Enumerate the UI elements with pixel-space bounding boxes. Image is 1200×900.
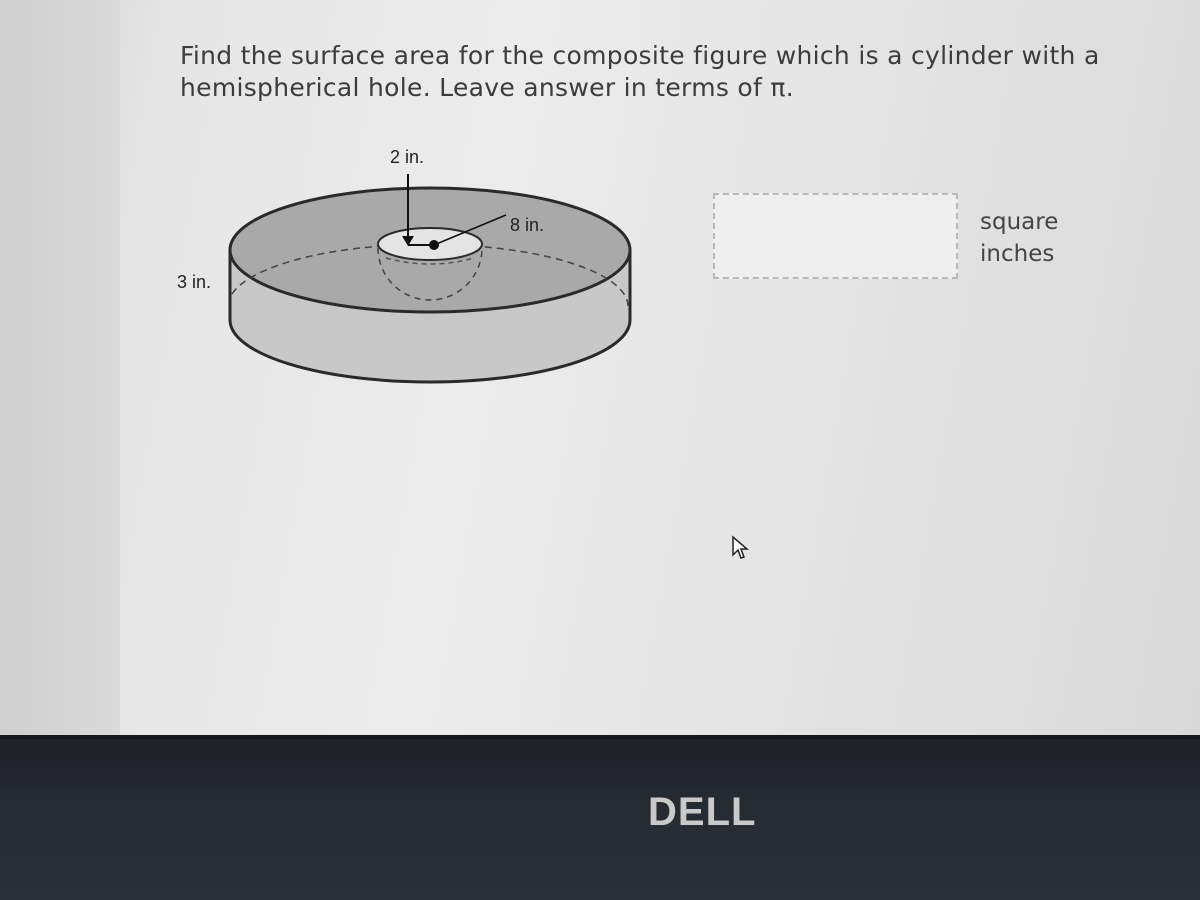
dell-logo: DELL bbox=[648, 790, 757, 834]
bezel-edge bbox=[0, 735, 1200, 739]
arrow-cursor-icon bbox=[730, 535, 750, 561]
cylinder-diagram bbox=[150, 130, 670, 400]
question-text: Find the surface area for the composite figure which is a cylinder with a hemispherical hole. Leave answer in terms of π. bbox=[180, 41, 1100, 102]
hole-radius-label: 2 in. bbox=[390, 147, 425, 167]
unit-label bbox=[980, 206, 1058, 270]
cylinder-radius-label: 8 in. bbox=[510, 215, 545, 235]
unit-label-line2: inches bbox=[980, 241, 1055, 267]
answer-input[interactable] bbox=[713, 193, 958, 279]
laptop-bezel bbox=[0, 735, 1200, 900]
height-label: 3 in. bbox=[177, 272, 212, 292]
cylinder-figure bbox=[150, 130, 670, 400]
unit-label-line1: square bbox=[980, 209, 1059, 235]
screen-left-edge bbox=[0, 0, 120, 735]
